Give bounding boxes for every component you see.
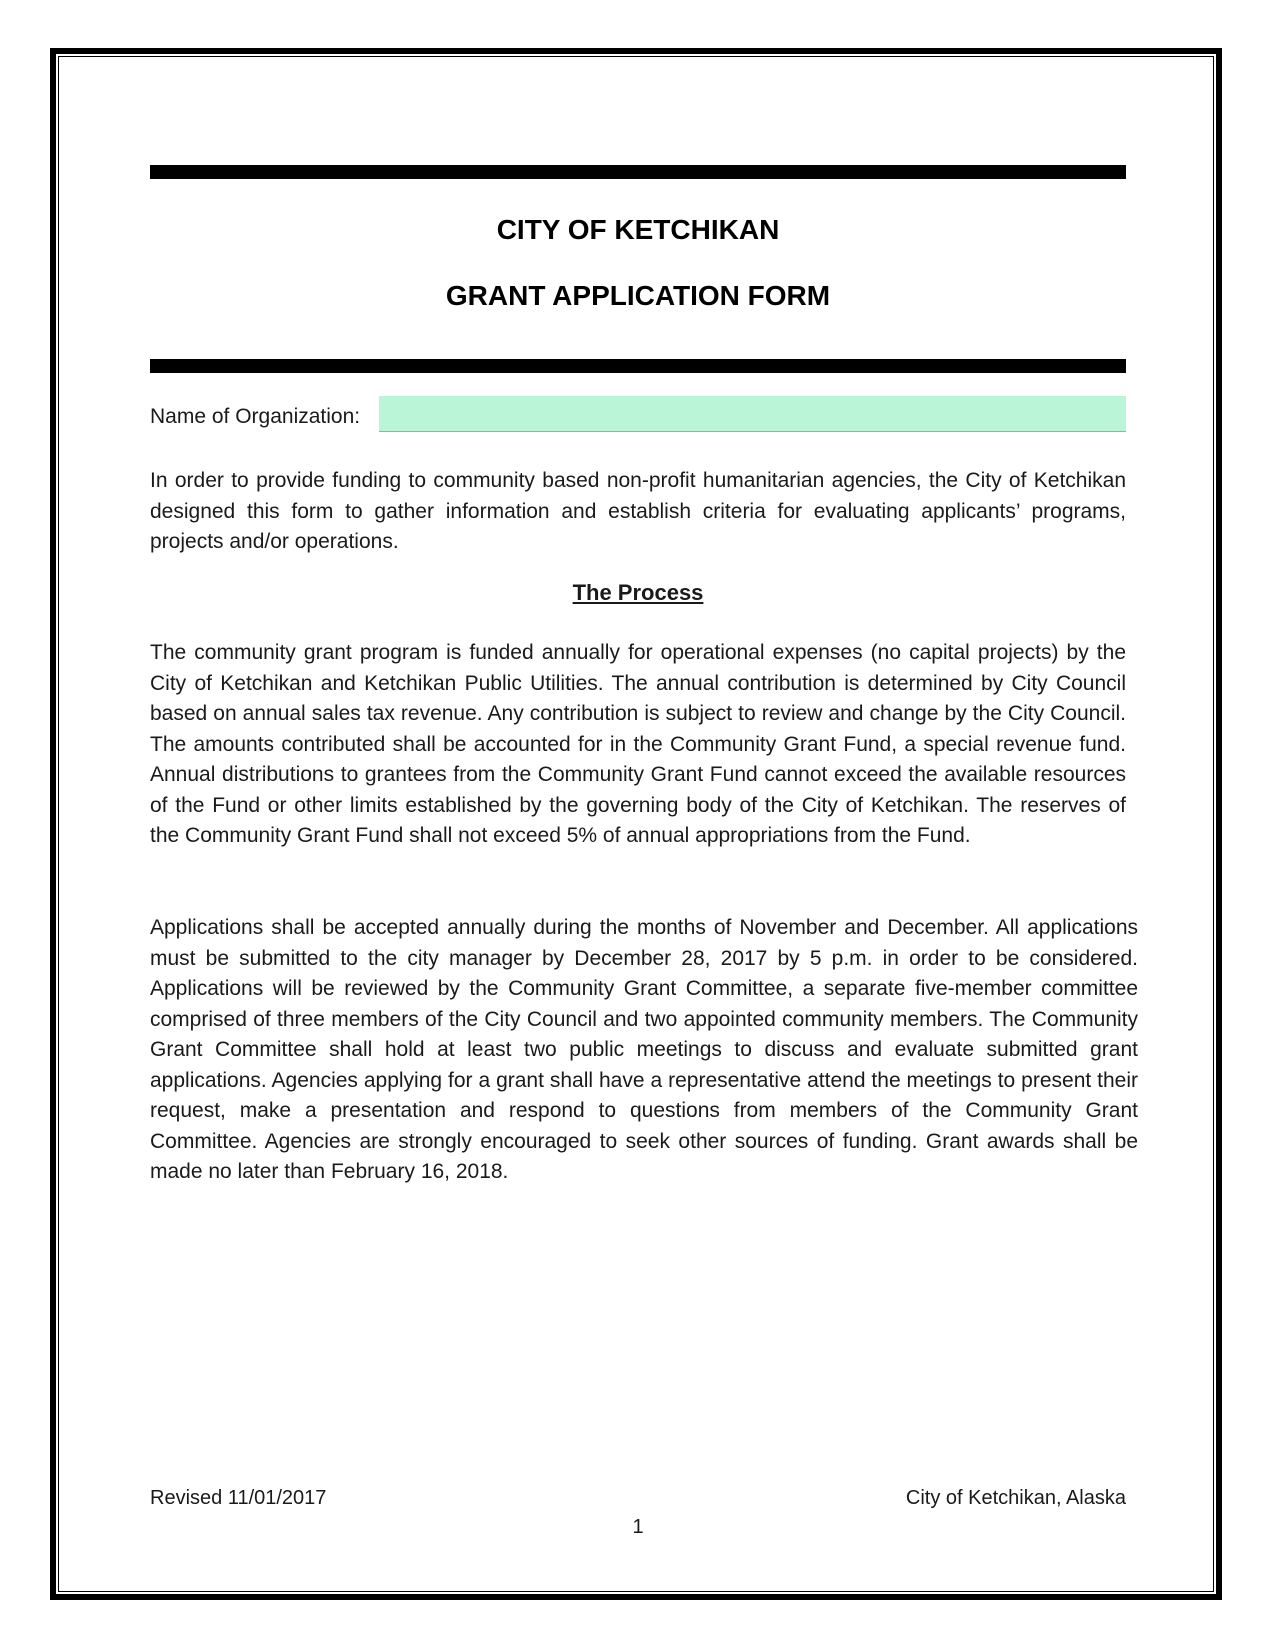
footer-revised-date: Revised 11/01/2017	[150, 1487, 327, 1509]
document-title: CITY OF KETCHIKAN	[496, 214, 780, 245]
organization-label: Name of Organization:	[150, 405, 361, 428]
process-paragraph-applications: Applications shall be accepted annually during the months of November and December. All applications must be submitted to the city manager by December 28, 2017 by 5 p.m. in order to be considered. Applications will be reviewed by the Community Grant Committee, a separate five-member committee comprised of three members of the City Council and two appointed community members. The Community Grant Committee shall hold at least two public meetings to discuss and evaluate submitted grant applications. Agencies applying for a grant shall have a representative attend the meetings to present their request, make a presentation and respond to questions from members of the Community Grant Committee. Agencies are strongly encouraged to seek other sources of funding. Grant awards shall be made no later than February 16, 2018.	[150, 916, 1138, 1183]
document-subtitle: GRANT APPLICATION FORM	[445, 280, 831, 311]
process-heading: The Process	[572, 580, 704, 605]
header-rule-bottom	[150, 359, 1126, 373]
header-rule-top	[150, 165, 1126, 179]
process-paragraph-funding: The community grant program is funded annually for operational expenses (no capital projects) by the City of Ketchikan and Ketchikan Public Utilities. The annual contribution is determined by City Council based on annual sales tax revenue. Any contribution is subject to review and change by the City Council. The amounts contributed shall be accounted for in the Community Grant Fund, a special revenue fund. Annual distributions to grantees from the Community Grant Fund cannot exceed the available resources of the Fund or other limits established by the governing body of the City of Ketchikan. The reserves of the Community Grant Fund shall not exceed 5% of annual appropriations from the Fund.	[150, 641, 1126, 847]
intro-paragraph: In order to provide funding to community based non-profit humanitarian agencies, the City of Ketchikan designed this form to gather information and establish criteria for evaluating applicants’ programs, projects and/or operations.	[150, 469, 1126, 553]
organization-row	[150, 396, 1126, 436]
footer-location: City of Ketchikan, Alaska	[905, 1487, 1126, 1509]
organization-name-field[interactable]	[379, 396, 1126, 432]
page-number: 1	[632, 1516, 644, 1538]
